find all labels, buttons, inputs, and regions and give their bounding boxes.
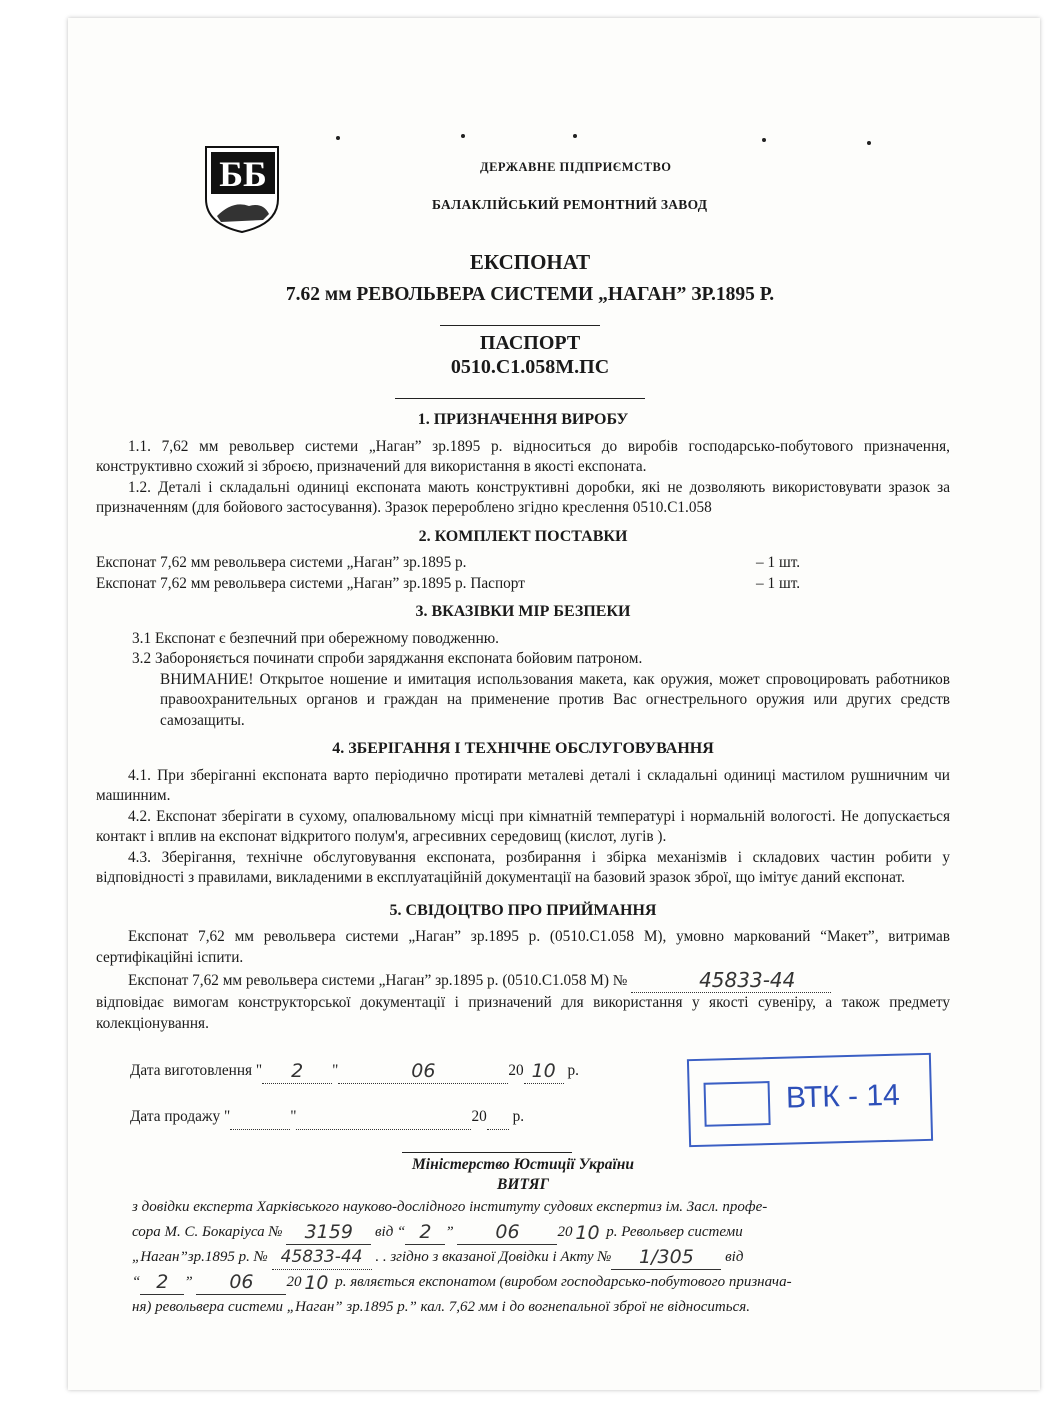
extract-line-3 bbox=[132, 1245, 950, 1270]
reference-month: 06 bbox=[457, 1220, 557, 1245]
extract-line-4-text: р. являється експонатом (виробом господарсько-побутового признача- bbox=[335, 1274, 792, 1290]
act-year-prefix: 20 bbox=[286, 1274, 302, 1290]
divider bbox=[402, 1152, 572, 1153]
section-5-heading: 5. СВІДОЦТВО ПРО ПРИЙМАННЯ bbox=[389, 901, 657, 919]
title-product: 7.62 мм РЕВОЛЬВЕРА СИСТЕМИ „НАГАН” ЗР.1895 Р. bbox=[285, 284, 775, 305]
reference-day: 2 bbox=[405, 1220, 445, 1245]
kit-item-name: Експонат 7,62 мм револьвера системи „Наган” зр.1895 р. bbox=[96, 554, 467, 571]
para-5-2 bbox=[96, 968, 950, 993]
extract-line-2: сора М. С. Бокаріуса № 3159 від “ 2 ” 06 20 10 р. Револьвер системи bbox=[132, 1221, 743, 1244]
extract-line-3-end: від bbox=[725, 1249, 744, 1265]
sale-date-label: Дата продажу " bbox=[130, 1108, 231, 1125]
manufacture-year-prefix: 20 bbox=[508, 1062, 524, 1079]
qc-stamp bbox=[687, 1053, 933, 1147]
org-type: ДЕРЖАВНЕ ПІДПРИЄМСТВО bbox=[480, 160, 672, 174]
para-5-2-end: відповідає вимогам конструкторської документації і призначений для використання у якості сувеніру, а також предмету колекціонування. bbox=[96, 994, 950, 1032]
section-4-heading: 4. ЗБЕРІГАННЯ І ТЕХНІЧНЕ ОБСЛУГОВУВАННЯ bbox=[332, 740, 714, 757]
manufacture-date-row: Дата виготовлення " 2 " 06 20 10 р. bbox=[130, 1060, 579, 1082]
year-suffix: р. bbox=[512, 1108, 525, 1125]
doc-type: ПАСПОРТ bbox=[479, 332, 581, 354]
para-4-1: 4.1. При зберіганні експоната варто періодично протирати металеві деталі і складальні одиниці мастилом рушничним чи машинним. bbox=[96, 766, 950, 804]
manufacture-date-label: Дата виготовлення " bbox=[130, 1062, 263, 1079]
manufacture-day: 2 bbox=[262, 1059, 332, 1084]
extract-line-3-start: „Наган”зр.1895 р. № bbox=[132, 1249, 268, 1265]
sale-year-prefix: 20 bbox=[471, 1108, 487, 1125]
sale-date-row: Дата продажу " " 20 р. bbox=[130, 1104, 524, 1130]
kit-item-qty: – 1 шт. bbox=[756, 554, 801, 571]
para-4-3: 4.3. Зберігання, технічне обслуговування експоната, розбирання і збірка механізмів і складових частин робити у відповідності з правилами, викладеними в експлуатаційній документації на базовий зразок зброї, що імітує даний експонат. bbox=[96, 848, 950, 886]
extract-line-2-start: сора М. С. Бокаріуса № bbox=[132, 1224, 283, 1240]
stamp-text: ВТК - 14 bbox=[785, 1078, 901, 1115]
warning-text: ВНИМАНИЕ! Открытое ношение и имитация использования макета, как оружия, может спровоцировать работников правоохранительных органов и граждан на применение против Вас огнестрельного оружия или других средств самозащиты. bbox=[160, 670, 950, 729]
svg-text:ББ: ББ bbox=[219, 154, 267, 194]
kit-item-name: Експонат 7,62 мм револьвера системи „Наган” зр.1895 р. Паспорт bbox=[96, 574, 525, 592]
extract-line-3-mid: . . згідно з вказаної Довідки і Акту № bbox=[375, 1249, 612, 1265]
act-month: 06 bbox=[196, 1270, 286, 1295]
extract-serial: 45833-44 bbox=[272, 1245, 372, 1270]
kit-item bbox=[96, 553, 950, 574]
para-3-2: 3.2 Забороняється починати спроби заряджання експоната бойовим патроном. bbox=[132, 650, 643, 667]
extract-line-1: з довідки експерта Харківського науково-дослідного інституту судових експертиз ім. Засл. профе- bbox=[132, 1199, 768, 1215]
section-2-heading: 2. КОМПЛЕКТ ПОСТАВКИ bbox=[418, 527, 628, 545]
serial-number: 45833-44 bbox=[631, 968, 831, 993]
year-suffix: р. bbox=[567, 1062, 579, 1079]
manufacture-year: 10 bbox=[524, 1059, 564, 1084]
act-year: 10 bbox=[304, 1272, 329, 1294]
extract-line-2-end: р. Револьвер системи bbox=[606, 1224, 743, 1240]
act-day: 2 bbox=[140, 1270, 184, 1295]
para-3-1: 3.1 Експонат є безпечний при обережному поводженню. bbox=[132, 629, 500, 647]
manufacture-month: 06 bbox=[338, 1059, 508, 1084]
doc-code: 0510.С1.058М.ПС bbox=[450, 356, 610, 378]
para-5-1: Експонат 7,62 мм револьвера системи „Наган” зр.1895 р. (0510.С1.058 М), умовно маркований “Макет”, витримав сертифікаційні іспити. bbox=[96, 928, 950, 966]
act-number: 1/305 bbox=[611, 1245, 721, 1270]
document-body bbox=[96, 0, 950, 1360]
kit-item-qty: – 1 шт. bbox=[756, 574, 801, 592]
dates-block bbox=[96, 1052, 950, 1148]
from-label: від “ bbox=[375, 1224, 406, 1240]
kit-item bbox=[96, 574, 950, 595]
extract-line-5: ня) револьвера системи „Наган” зр.1895 р.” кал. 7,62 мм і до вогнепальної зброї не відноситься. bbox=[132, 1299, 750, 1315]
section-1-heading: 1. ПРИЗНАЧЕННЯ ВИРОБУ bbox=[417, 411, 629, 428]
para-1-2: 1.2. Деталі і складальні одиниці експоната мають конструктивні доробки, які не дозволяють використовувати зразок за призначенням (для бойового застосування). Зразок перероблено згідно креслення 0510.С1.058 bbox=[96, 478, 950, 516]
reference-year: 10 bbox=[575, 1222, 600, 1244]
title-exhibit: ЕКСПОНАТ bbox=[469, 250, 591, 274]
para-4-2: 4.2. Експонат зберігати в сухому, опалювальному місці при кімнатній температурі і нормальній вологості. Не допускається контакт і вплив на експонат відкритого полум'я, агресивних середовищ (кислот, лугів ). bbox=[96, 807, 950, 845]
para-1-1: 1.1. 7,62 мм револьвер системи „Наган” зр.1895 р. відноситься до виробів господарсько-побутового призначення, конструктивно схожий зі зброєю, призначений для використання в якості експоната. bbox=[96, 437, 950, 475]
section-3-heading: 3. ВКАЗІВКИ МІР БЕЗПЕКИ bbox=[415, 603, 631, 620]
reference-year-prefix: 20 bbox=[557, 1224, 573, 1240]
para-5-2-start: Експонат 7,62 мм револьвера системи „Наган” зр.1895 р. (0510.С1.058 М) № bbox=[128, 972, 628, 989]
org-name: БАЛАКЛІЙСЬКИЙ РЕМОНТНИЙ ЗАВОД bbox=[432, 197, 708, 212]
reference-number: 3159 bbox=[286, 1220, 371, 1245]
extract-line-4: “ 2 ” 06 20 10 р. являється експонатом (виробом господарсько-побутового признача- bbox=[132, 1271, 792, 1294]
extract-title: ВИТЯГ bbox=[497, 1176, 549, 1193]
ministry-name: Міністерство Юстиції України bbox=[412, 1156, 634, 1173]
